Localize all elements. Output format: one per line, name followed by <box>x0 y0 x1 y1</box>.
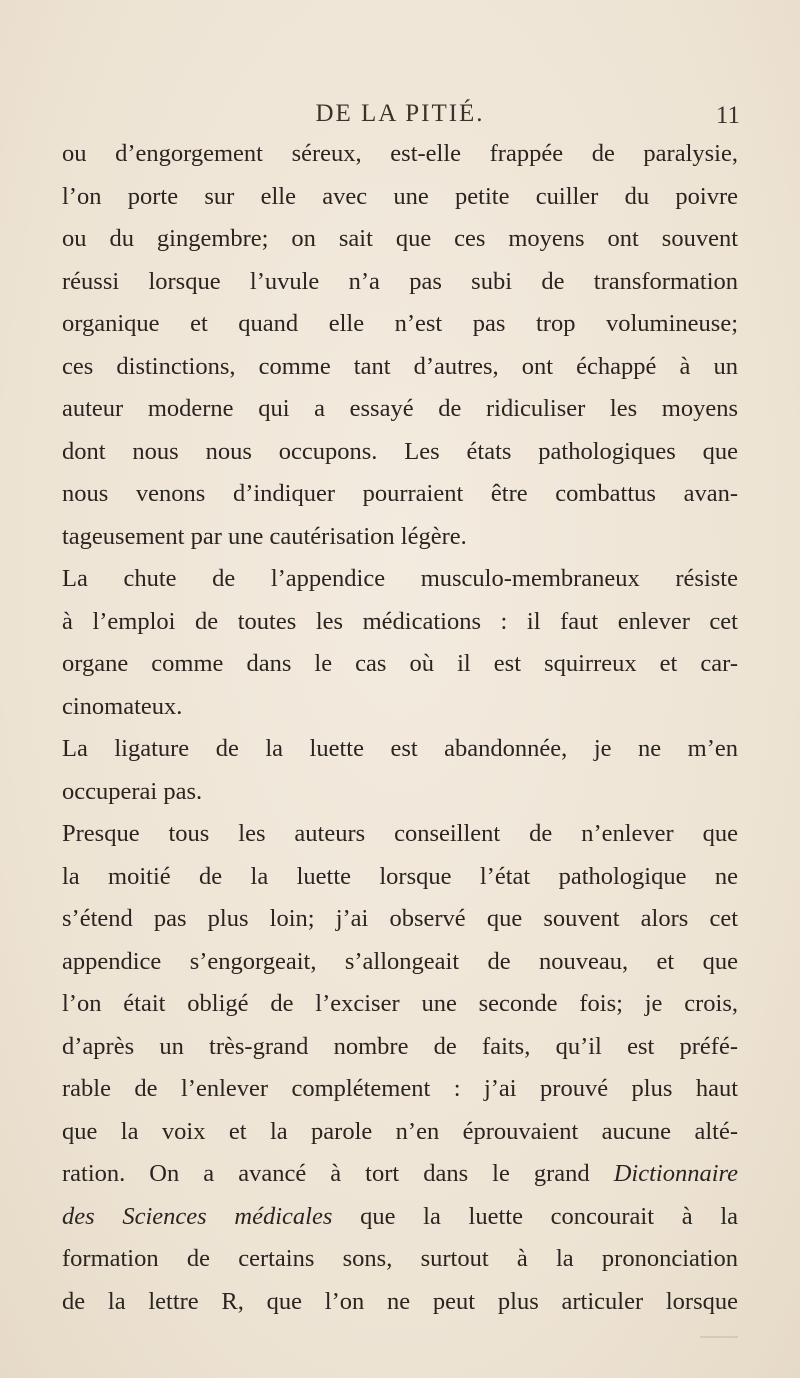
text-line-with-italic <box>62 1153 738 1196</box>
body-text <box>62 133 738 1323</box>
text-line: réussi lorsque l’uvule n’a pas subi de transformation <box>62 267 738 295</box>
text-line: que la voix et la parole n’en éprouvaient aucune alté- <box>62 1117 738 1145</box>
text-line: La ligature de la luette est abandonnée, je ne m’en <box>62 735 738 762</box>
text-line: ou du gingembre; on sait que ces moyens ont souvent <box>62 225 738 252</box>
text-line: cinomateux. <box>62 692 183 720</box>
text-segment: que la luette concourait à la <box>332 1202 738 1230</box>
text-line: La chute de l’appendice musculo-membraneux résiste <box>62 565 738 592</box>
text-line: occuperai pas. <box>62 777 203 805</box>
text-line: formation de certains sons, surtout à la prononciation <box>62 1245 738 1272</box>
text-line: l’on porte sur elle avec une petite cuiller du poivre <box>62 182 738 210</box>
italic-title: Dictionnaire <box>613 1160 739 1187</box>
text-segment: ration. On a avancé à tort dans le grand <box>62 1160 590 1187</box>
text-line: de la lettre R, que l’on ne peut plus articuler lorsque <box>62 1287 738 1315</box>
text-line: la moitié de la luette lorsque l’état pathologique ne <box>62 862 738 890</box>
running-title: DE LA PITIÉ. <box>315 100 485 127</box>
text-line: nous venons d’indiquer pourraient être combattus avan- <box>62 480 738 507</box>
text-line: tageusement par une cautérisation légère. <box>62 522 467 550</box>
text-line: rable de l’enlever complétement : j’ai prouvé plus haut <box>62 1075 738 1102</box>
text-line: ou d’engorgement séreux, est-elle frappée de paralysie, <box>62 140 738 167</box>
text-line: appendice s’engorgeait, s’allongeait de nouveau, et que <box>62 947 738 975</box>
page-edge-mark <box>700 1336 738 1338</box>
text-line: auteur moderne qui a essayé de ridiculiser les moyens <box>62 395 738 422</box>
page-number: 11 <box>715 102 740 129</box>
text-line: Presque tous les auteurs conseillent de n’enlever que <box>62 820 738 847</box>
text-line: à l’emploi de toutes les médications : il faut enlever cet <box>62 607 738 635</box>
text-line-with-italic <box>62 1196 738 1239</box>
text-line: dont nous nous occupons. Les états pathologiques que <box>62 437 738 465</box>
text-line: organe comme dans le cas où il est squirreux et car- <box>62 650 738 677</box>
text-line: d’après un très-grand nombre de faits, qu’il est préfé- <box>62 1032 738 1060</box>
text-line: l’on était obligé de l’exciser une seconde fois; je crois, <box>62 990 738 1017</box>
text-line: ces distinctions, comme tant d’autres, ont échappé à un <box>62 352 738 380</box>
italic-title: des Sciences médicales <box>62 1202 333 1230</box>
text-line: organique et quand elle n’est pas trop volumineuse; <box>62 310 738 337</box>
text-line: s’étend pas plus loin; j’ai observé que souvent alors cet <box>62 905 738 932</box>
